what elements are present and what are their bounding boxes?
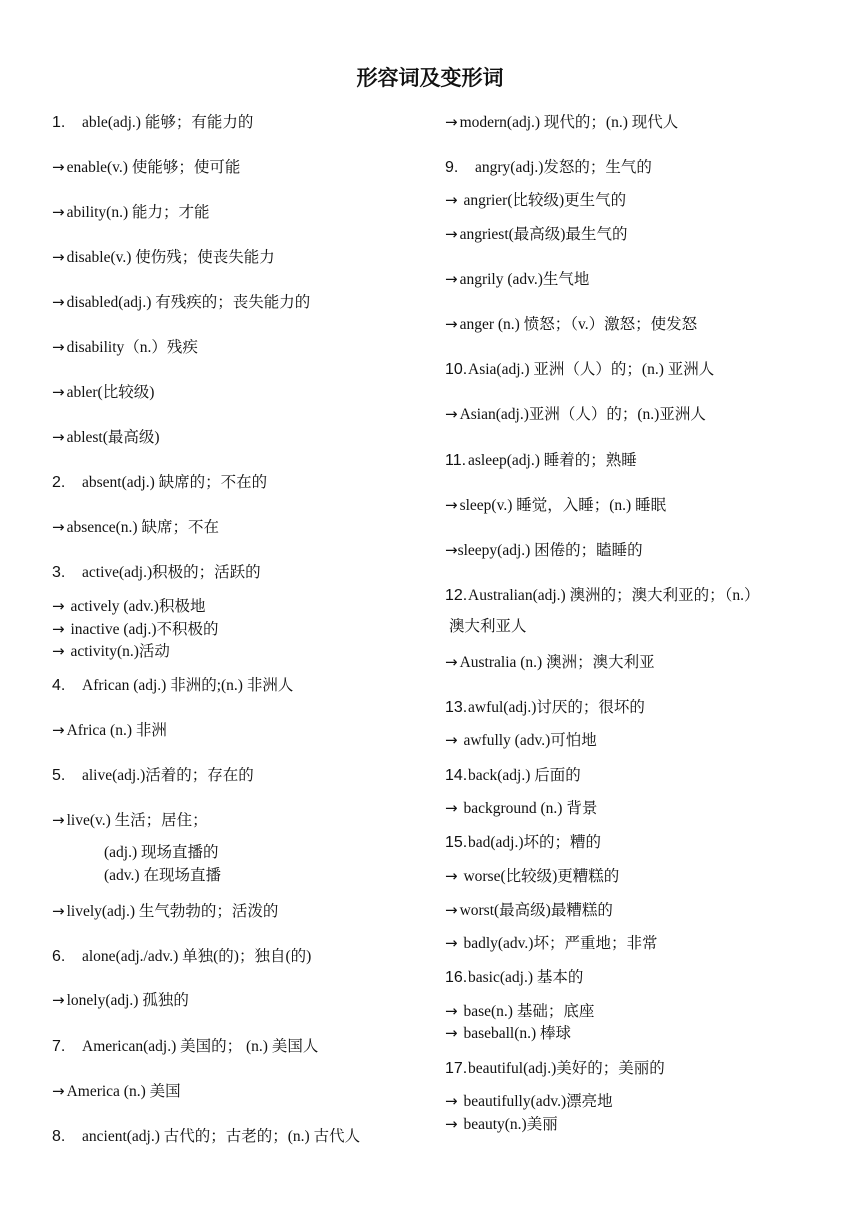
entry-headword (52, 563, 261, 583)
entry-continuation (104, 843, 219, 863)
entry-derived-word (445, 404, 706, 425)
arrow-icon: → (445, 934, 458, 952)
entry-derived-word (52, 292, 310, 313)
entry-headword (445, 766, 581, 786)
entry-derived-word (445, 1114, 558, 1135)
entry-derived-word (445, 652, 655, 673)
entry-derived-word (52, 810, 208, 831)
entry-text: alone(adj./adv.) 单独(的)；独自(的) (82, 948, 312, 965)
entry-headword (52, 947, 311, 967)
entry-text: angrier(比较级)更生气的 (459, 192, 627, 209)
entry-text: Australia (n.) 澳洲；澳大利亚 (459, 654, 655, 671)
entry-derived-word (445, 269, 589, 290)
entry-text: American(adj.) 美国的； (n.) 美国人 (82, 1038, 319, 1055)
entry-text: baseball(n.) 棒球 (459, 1025, 572, 1042)
entry-headword (445, 586, 759, 606)
entry-headword (445, 698, 645, 718)
entry-derived-word (52, 596, 205, 617)
arrow-icon: → (52, 158, 65, 176)
entry-headword (52, 473, 267, 493)
entry-text: beautiful(adj.)美好的；美丽的 (468, 1060, 665, 1077)
arrow-icon: → (445, 867, 458, 885)
arrow-icon: → (445, 113, 458, 131)
arrow-icon: → (52, 383, 65, 401)
entry-text: modern(adj.) 现代的；(n.) 现代人 (459, 114, 679, 131)
entry-text: live(v.) 生活；居住； (66, 812, 208, 829)
entry-number: 16. (445, 969, 468, 986)
entry-text: lively(adj.) 生气勃勃的；活泼的 (66, 903, 279, 920)
arrow-icon: → (445, 731, 458, 749)
entry-text: (adv.) 在现场直播 (104, 867, 221, 884)
arrow-icon: → (445, 496, 458, 514)
entry-text: sleep(v.) 睡觉，入睡；(n.) 睡眠 (459, 497, 667, 514)
arrow-icon: → (445, 405, 458, 423)
entry-number: 12. (445, 587, 468, 604)
arrow-icon: → (445, 799, 458, 817)
entry-text: base(n.) 基础；底座 (459, 1003, 595, 1020)
entry-number: 17. (445, 1060, 468, 1077)
entry-text: worse(比较级)更糟糕的 (459, 868, 620, 885)
entry-text: angrily (adv.)生气地 (459, 271, 590, 288)
entry-derived-word (445, 224, 627, 245)
entry-text: asleep(adj.) 睡着的；熟睡 (468, 452, 637, 469)
entry-headword (445, 158, 652, 178)
entry-number: 1. (52, 114, 66, 131)
entry-text: background (n.) 背景 (459, 800, 598, 817)
arrow-icon: → (52, 203, 65, 221)
entry-text: awful(adj.)讨厌的；很坏的 (468, 699, 645, 716)
arrow-icon: → (445, 1092, 458, 1110)
entry-derived-word (445, 540, 643, 561)
entry-text: (adj.) 现场直播的 (104, 844, 219, 861)
arrow-icon: → (445, 1115, 458, 1133)
arrow-icon: → (445, 270, 458, 288)
entry-text: Asia(adj.) 亚洲（人）的；(n.) 亚洲人 (468, 361, 715, 378)
entry-derived-word (52, 157, 240, 178)
arrow-icon: → (52, 338, 65, 356)
entry-number: 7. (52, 1038, 66, 1055)
entry-text: Africa (n.) 非洲 (66, 722, 167, 739)
arrow-icon: → (52, 991, 65, 1009)
page-title: 形容词及变形词 (356, 66, 504, 90)
arrow-icon: → (445, 1002, 458, 1020)
arrow-icon: → (52, 518, 65, 536)
entry-derived-word (52, 641, 170, 662)
arrow-icon: → (445, 315, 458, 333)
entry-text: actively (adv.)积极地 (66, 598, 206, 615)
entry-text: absent(adj.) 缺席的；不在的 (82, 474, 268, 491)
entry-derived-word (52, 202, 210, 223)
entry-derived-word (52, 619, 219, 640)
entry-text: awfully (adv.)可怕地 (459, 732, 597, 749)
entry-text: alive(adj.)活着的；存在的 (82, 767, 254, 784)
entry-text: ablest(最高级) (66, 429, 160, 446)
entry-number: 13. (445, 699, 468, 716)
arrow-icon: → (52, 721, 65, 739)
entry-headword (445, 360, 714, 380)
arrow-icon: → (52, 597, 65, 615)
entry-derived-word (445, 798, 597, 819)
entry-number: 8. (52, 1128, 66, 1145)
entry-derived-word (445, 900, 613, 921)
entry-derived-word (52, 720, 167, 741)
entry-text: badly(adv.)坏；严重地；非常 (459, 935, 658, 952)
arrow-icon: → (445, 1024, 458, 1042)
arrow-icon: → (52, 642, 65, 660)
entry-derived-word (445, 866, 619, 887)
entry-text: absence(n.) 缺席；不在 (66, 519, 219, 536)
entry-headword (52, 1127, 360, 1147)
entry-derived-word (52, 901, 278, 922)
entry-derived-word (52, 990, 189, 1011)
arrow-icon: → (445, 191, 458, 209)
entry-headword (445, 451, 637, 471)
entry-derived-word (445, 495, 666, 516)
entry-text: basic(adj.) 基本的 (468, 969, 584, 986)
arrow-icon: → (52, 248, 65, 266)
entry-derived-word (445, 314, 697, 335)
entry-derived-word (52, 427, 160, 448)
entry-headword (52, 676, 293, 696)
entry-number: 9. (445, 159, 459, 176)
entry-number: 6. (52, 948, 66, 965)
entry-text: able(adj.) 能够；有能力的 (82, 114, 254, 131)
entry-derived-word (445, 730, 597, 751)
entry-number: 2. (52, 474, 66, 491)
entry-number: 5. (52, 767, 66, 784)
entry-text: Australian(adj.) 澳洲的；澳大利亚的；（n.） (468, 587, 760, 604)
entry-derived-word (52, 382, 154, 403)
arrow-icon: → (52, 620, 65, 638)
entry-text: sleepy(adj.) 困倦的；瞌睡的 (457, 542, 643, 559)
entry-text: inactive (adj.)不积极的 (66, 621, 219, 638)
entry-number: 10. (445, 361, 468, 378)
entry-text: anger (n.) 愤怒；（v.）激怒；使发怒 (459, 316, 698, 333)
entry-derived-word (445, 1023, 571, 1044)
entry-text: beautifully(adv.)漂亮地 (459, 1093, 613, 1110)
arrow-icon: → (52, 428, 65, 446)
entry-headword (52, 766, 254, 786)
entry-derived-word (445, 190, 626, 211)
entry-text: disabled(adj.) 有残疾的；丧失能力的 (66, 294, 311, 311)
entry-headword (52, 113, 253, 133)
arrow-icon: → (52, 902, 65, 920)
entry-text: ability(n.) 能力；才能 (66, 204, 210, 221)
entry-number: 4. (52, 677, 66, 694)
entry-text: angry(adj.)发怒的；生气的 (475, 159, 652, 176)
entry-number: 15. (445, 834, 468, 851)
entry-text: back(adj.) 后面的 (468, 767, 581, 784)
entry-continuation (449, 617, 527, 637)
entry-headword (52, 1037, 318, 1057)
entry-derived-word (445, 112, 678, 133)
entry-derived-word (445, 1001, 594, 1022)
arrow-icon: → (445, 653, 458, 671)
entry-number: 11. (445, 452, 467, 469)
arrow-icon: → (445, 901, 458, 919)
entry-derived-word (52, 517, 219, 538)
entry-number: 3. (52, 564, 66, 581)
entry-text: active(adj.)积极的；活跃的 (82, 564, 261, 581)
entry-text: abler(比较级) (66, 384, 155, 401)
entry-text: enable(v.) 使能够；使可能 (66, 159, 241, 176)
entry-text: ancient(adj.) 古代的；古老的；(n.) 古代人 (82, 1128, 361, 1145)
entry-continuation (104, 866, 221, 886)
entry-text: African (adj.) 非洲的;(n.) 非洲人 (82, 677, 294, 694)
entry-headword (445, 968, 583, 988)
entry-number: 14. (445, 767, 468, 784)
entry-text: activity(n.)活动 (66, 643, 170, 660)
entry-text: lonely(adj.) 孤独的 (66, 992, 189, 1009)
arrow-icon: → (445, 225, 458, 243)
entry-derived-word (52, 337, 198, 358)
arrow-icon: → (445, 541, 458, 559)
entry-text: disable(v.) 使伤残；使丧失能力 (66, 249, 275, 266)
entry-headword (445, 833, 601, 853)
entry-derived-word (52, 1081, 181, 1102)
entry-text: beauty(n.)美丽 (459, 1116, 558, 1133)
entry-derived-word (52, 247, 275, 268)
entry-text: 澳大利亚人 (449, 618, 527, 635)
entry-text: bad(adj.)坏的；糟的 (468, 834, 602, 851)
entry-text: America (n.) 美国 (66, 1083, 181, 1100)
arrow-icon: → (52, 811, 65, 829)
entry-derived-word (445, 933, 657, 954)
entry-derived-word (445, 1091, 613, 1112)
arrow-icon: → (52, 293, 65, 311)
entry-headword (445, 1059, 665, 1079)
entry-text: disability（n.）残疾 (66, 339, 198, 356)
entry-text: angriest(最高级)最生气的 (459, 226, 628, 243)
entry-text: worst(最高级)最糟糕的 (459, 902, 613, 919)
entry-text: Asian(adj.)亚洲（人）的；(n.)亚洲人 (459, 406, 706, 423)
arrow-icon: → (52, 1082, 65, 1100)
